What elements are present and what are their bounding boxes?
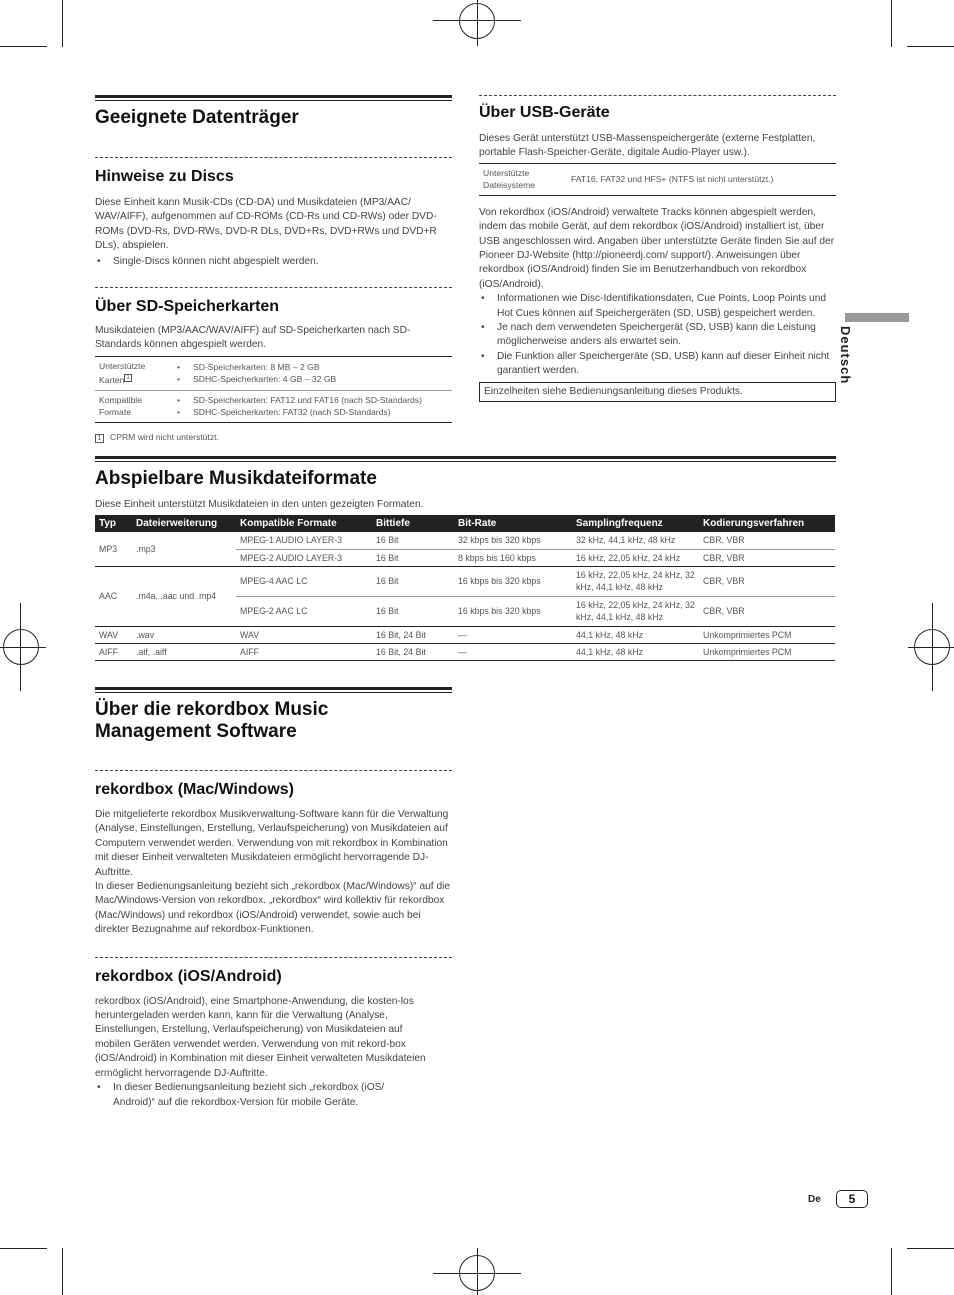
usb-text: Dieses Gerät unterstützt USB-Massenspeichergeräte (externe Festplatten, portable Flash-Speicher-Geräte, digitale Audio-Player usw.). bbox=[479, 133, 816, 159]
table-cell: AIFF bbox=[95, 643, 132, 660]
crop-mark bbox=[907, 46, 954, 47]
table-cell: 16 Bit bbox=[372, 596, 454, 626]
table-cell: MPEG-2 AAC LC bbox=[236, 596, 372, 626]
usb-table-label: Unterstützte Dateisysteme bbox=[483, 167, 536, 191]
registration-mark-icon bbox=[459, 3, 495, 39]
table-cell: CBR, VBR bbox=[699, 532, 835, 549]
crop-mark bbox=[62, 0, 63, 47]
sd-row-values bbox=[171, 356, 452, 390]
table-cell: 16 kHz, 22,05 kHz, 24 kHz bbox=[572, 549, 699, 566]
page-number: 5 bbox=[836, 1190, 868, 1208]
table-row bbox=[95, 643, 835, 660]
usb-text-2: Von rekordbox (iOS/Android) verwaltete Tracks können abgespielt werden, indem das mobile Gerät, auf dem rekordbox (iOS/Android) installiert ist, über USB angeschlossen wird. Angaben über unterstützte Geräte finden Sie auf der Pioneer DJ-Website (http://pioneerdj.com/ support/). Anweisungen über rekordbox (iOS/Android) finden Sie im Benutzerhandbuch von rekordbox (iOS/Android). bbox=[479, 206, 835, 290]
table-header-row bbox=[95, 515, 835, 532]
footnote-mark: 1 bbox=[126, 375, 130, 382]
rekordbox-mac-heading: rekordbox (Mac/Windows) bbox=[95, 770, 452, 799]
rekordbox-ios-text: rekordbox (iOS/Android), eine Smartphone-Anwendung, die kosten-los heruntergeladen werden kann, kann für die Verwaltung (Analyse, Einstellungen, Erstellung, Verlaufspeicherung) von Musikdateien auf mobilen Geräten verwendet werden. Verwendung von mit rekord-box (iOS/Android) in Kombination mit dieser Einheit verwalteten Musikdateien ermöglicht hervorragende DJ-Auftritte. bbox=[95, 995, 426, 1079]
crop-mark bbox=[62, 1248, 63, 1295]
table-cell: 44,1 kHz, 48 kHz bbox=[572, 626, 699, 643]
table-cell: 44,1 kHz, 48 kHz bbox=[572, 643, 699, 660]
table-cell: .aif, .aiff bbox=[132, 643, 236, 660]
ext-cell: .mp3 bbox=[132, 532, 236, 566]
table-cell: MPEG-4 AAC LC bbox=[236, 566, 372, 596]
sd-row-label: Kompatible Formate bbox=[99, 394, 142, 418]
table-cell: 16 kHz, 22,05 kHz, 24 kHz, 32 kHz, 44,1 kHz, 48 kHz bbox=[572, 596, 699, 626]
rekordbox-ios-bullet: • In dieser Bedienungsanleitung bezieht sich „rekordbox (iOS/ Android)“ auf die rekordbox-Version für mobile Geräte. bbox=[95, 1081, 425, 1110]
type-cell: MP3 bbox=[95, 532, 132, 566]
sd-footnote bbox=[95, 432, 452, 443]
rekordbox-mac-text-2: In dieser Bedienungsanleitung bezieht sich „rekordbox (Mac/Windows)“ auf die Mac/Windows-Version von rekordbox. „rekordbox“ wird kollektiv für rekordbox (Mac/Windows) und rekordbox (iOS/Android) verwendet, sowie auch bei direkter Bezugnahme auf rekordbox-Funktionen. bbox=[95, 881, 451, 936]
table-cell: 16 kbps bis 320 kbps bbox=[454, 566, 572, 596]
rekordbox-title-line: Management Software bbox=[95, 721, 297, 742]
col-header: Kodierungsverfahren bbox=[699, 515, 835, 532]
usb-table-value: FAT16, FAT32 und HFS+ (NTFS ist nicht unterstützt.) bbox=[571, 174, 774, 185]
list-item: • SD-Speicherkarten: FAT12 und FAT16 (nach SD-Standards) bbox=[175, 394, 448, 407]
table-cell: 16 Bit bbox=[372, 549, 454, 566]
usb-bullet: • Je nach dem verwendeten Speichergerät (SD, USB) kann die Leistung möglicherweise anders als erwartet sein. bbox=[479, 321, 836, 350]
table-cell: 32 kbps bis 320 kbps bbox=[454, 532, 572, 549]
usb-section bbox=[479, 95, 836, 402]
ext-cell: .m4a, .aac und .mp4 bbox=[132, 566, 236, 626]
usb-bullet: • Die Funktion aller Speichergeräte (SD, USB) kann auf dieser Einheit nicht garantiert werden. bbox=[479, 350, 836, 379]
sd-row-label bbox=[95, 356, 171, 390]
usb-heading: Über USB-Geräte bbox=[479, 95, 836, 122]
registration-mark-icon bbox=[914, 629, 950, 665]
crop-mark bbox=[0, 46, 47, 47]
table-row bbox=[95, 390, 452, 422]
formats-section bbox=[95, 456, 836, 661]
rekordbox-section bbox=[95, 687, 452, 1110]
sd-row-values bbox=[171, 390, 452, 422]
table-cell: CBR, VBR bbox=[699, 549, 835, 566]
side-tab-bar bbox=[845, 313, 909, 322]
rekordbox-title bbox=[95, 693, 452, 743]
table-cell: CBR, VBR bbox=[699, 596, 835, 626]
table-cell: 32 kHz, 44,1 kHz, 48 kHz bbox=[572, 532, 699, 549]
footnote-number: 1 bbox=[95, 434, 104, 443]
col-header: Bittiefe bbox=[372, 515, 454, 532]
crop-mark bbox=[907, 1248, 954, 1249]
list-item: • SDHC-Speicherkarten: FAT32 (nach SD-Standards) bbox=[175, 406, 448, 419]
type-cell: AAC bbox=[95, 566, 132, 626]
language-side-label: Deutsch bbox=[838, 326, 853, 385]
rekordbox-mac-text: Die mitgelieferte rekordbox Musikverwaltung-Software kann für die Verwaltung (Analyse, Einstellungen, Erstellung, Verlaufspeicherung) von Musikdateien auf Computern verwendet werden. Verwendung von mit rekordbox in Kombination mit dieser Einheit verwalteten Musikdateien ermöglicht hervorragende DJ-Auftritte. bbox=[95, 809, 449, 878]
table-cell: CBR, VBR bbox=[699, 566, 835, 596]
table-cell: AIFF bbox=[236, 643, 372, 660]
sd-text: Musikdateien (MP3/AAC/WAV/AIFF) auf SD-Speicherkarten nach SD-Standards können abgespielt werden. bbox=[95, 325, 411, 351]
sd-table bbox=[95, 356, 452, 423]
col-header: Typ bbox=[95, 515, 132, 532]
formats-intro: Diese Einheit unterstützt Musikdateien in den unten gezeigten Formaten. bbox=[95, 499, 424, 510]
formats-title: Abspielbare Musikdateiformate bbox=[95, 468, 377, 489]
usb-bullet: • Informationen wie Disc-Identifikationsdaten, Cue Points, Loop Points und Hot Cues können auf Speichergeräten (SD, USB) gespeichert werden. bbox=[479, 292, 836, 321]
table-cell: 16 kbps bis 320 kbps bbox=[454, 596, 572, 626]
table-row bbox=[95, 356, 452, 390]
table-cell: Unkomprimiertes PCM bbox=[699, 626, 835, 643]
formats-table bbox=[95, 515, 835, 661]
crop-mark bbox=[891, 1248, 892, 1295]
table-cell: 16 Bit, 24 Bit bbox=[372, 643, 454, 660]
col-header: Kompatible Formate bbox=[236, 515, 372, 532]
table-row bbox=[95, 532, 835, 549]
table-cell: MPEG-2 AUDIO LAYER-3 bbox=[236, 549, 372, 566]
table-cell: 16 kHz, 22,05 kHz, 24 kHz, 32 kHz, 44,1 kHz, 48 kHz bbox=[572, 566, 699, 596]
footnote-text: CPRM wird nicht unterstützt. bbox=[110, 431, 219, 442]
col-header: Bit-Rate bbox=[454, 515, 572, 532]
table-cell: MPEG-1 AUDIO LAYER-3 bbox=[236, 532, 372, 549]
table-row bbox=[95, 566, 835, 596]
suitable-media-section bbox=[95, 95, 452, 443]
usb-note-box: Einzelheiten siehe Bedienungsanleitung dieses Produkts. bbox=[479, 382, 836, 402]
crop-mark bbox=[891, 0, 892, 47]
crop-mark bbox=[0, 1248, 47, 1249]
discs-text: Diese Einheit kann Musik-CDs (CD-DA) und Musikdateien (MP3/AAC/ WAV/AIFF), aufgenommen auf CD-ROMs (CD-Rs und CD-RWs) oder DVD-ROMs (DVD-Rs, DVD-RWs, DVD-R DLs, DVD+Rs, DVD+RWs und DVD+R DLs), abspielen. bbox=[95, 197, 437, 252]
table-cell: 8 kbps bis 160 kbps bbox=[454, 549, 572, 566]
table-cell: WAV bbox=[236, 626, 372, 643]
sd-cards-label: Unterstützte Karten bbox=[99, 360, 146, 386]
rekordbox-ios-heading: rekordbox (iOS/Android) bbox=[95, 957, 452, 986]
registration-mark-icon bbox=[3, 629, 39, 665]
table-cell: Unkomprimiertes PCM bbox=[699, 643, 835, 660]
table-cell: .wav bbox=[132, 626, 236, 643]
table-cell: — bbox=[454, 626, 572, 643]
list-item: • SDHC-Speicherkarten: 4 GB – 32 GB bbox=[175, 373, 448, 386]
list-item: • SD-Speicherkarten: 8 MB – 2 GB bbox=[175, 361, 448, 374]
registration-mark-icon bbox=[459, 1255, 495, 1291]
footer-lang: De bbox=[808, 1194, 821, 1205]
usb-table bbox=[479, 163, 836, 196]
sd-heading: Über SD-Speicherkarten bbox=[95, 287, 452, 316]
rekordbox-title-line: Über die rekordbox Music bbox=[95, 699, 329, 720]
discs-bullet: • Single-Discs können nicht abgespielt werden. bbox=[95, 255, 452, 269]
table-row bbox=[479, 163, 836, 195]
table-row bbox=[95, 626, 835, 643]
table-cell: 16 Bit bbox=[372, 566, 454, 596]
table-cell: 16 Bit, 24 Bit bbox=[372, 626, 454, 643]
table-cell: 16 Bit bbox=[372, 532, 454, 549]
table-cell: — bbox=[454, 643, 572, 660]
col-header: Dateierweiterung bbox=[132, 515, 236, 532]
table-cell: WAV bbox=[95, 626, 132, 643]
discs-heading: Hinweise zu Discs bbox=[95, 157, 452, 186]
page-title: Geeignete Datenträger bbox=[95, 107, 299, 128]
col-header: Samplingfrequenz bbox=[572, 515, 699, 532]
